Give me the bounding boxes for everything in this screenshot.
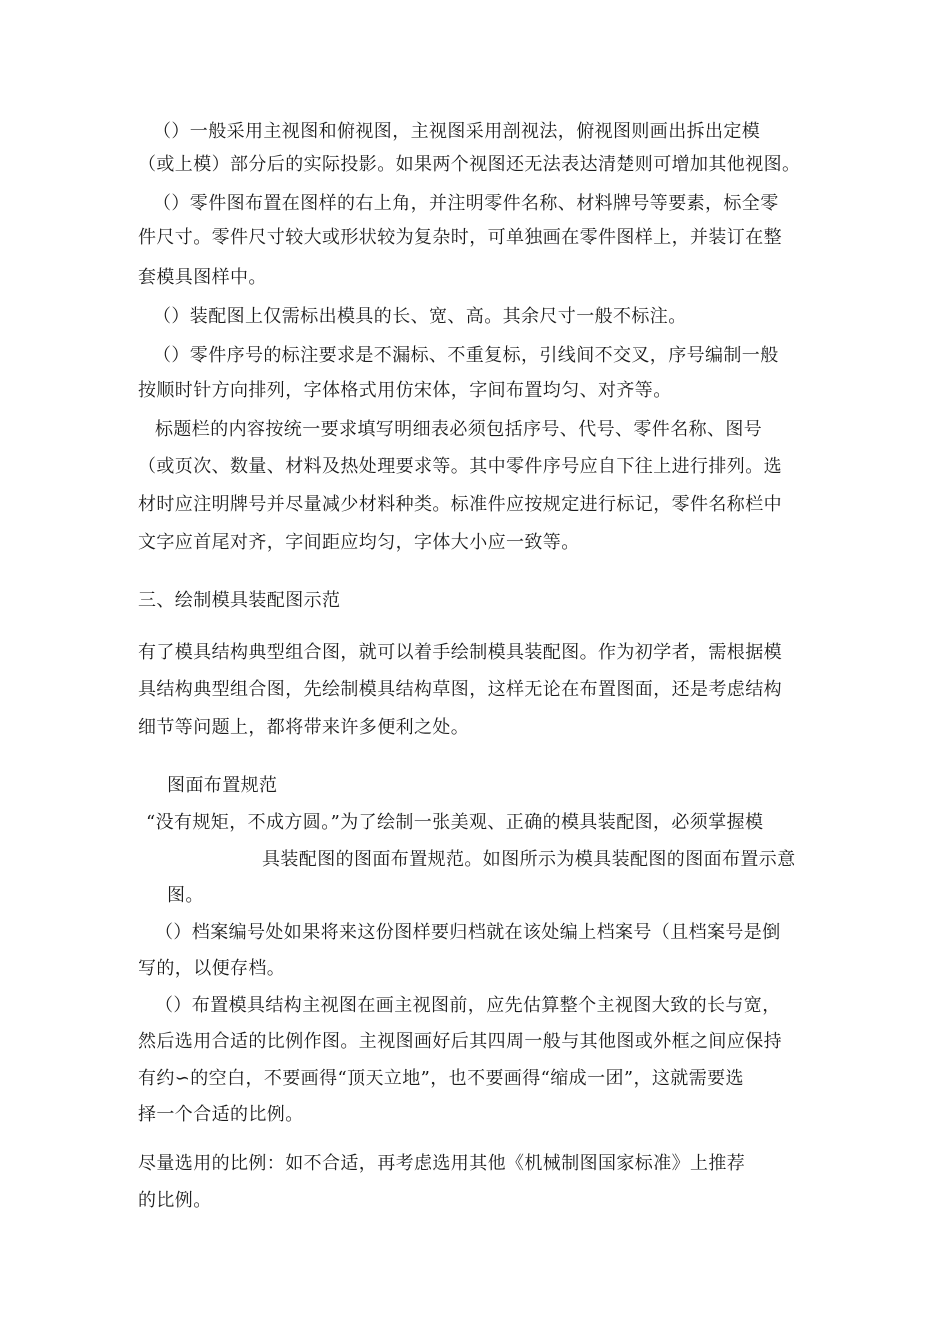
text-line: （）一般采用主视图和俯视图，主视图采用剖视法，俯视图则画出拆出定模 xyxy=(153,121,761,142)
text-line: “没有规矩，不成方圆。”为了绘制一张美观、正确的模具装配图，必须掌握模 xyxy=(146,812,764,833)
text-line: 具结构典型组合图，先绘制模具结构草图，这样无论在布置图面，还是考虑结构 xyxy=(138,679,782,700)
text-line: 文字应首尾对齐，字间距应均匀，字体大小应一致等。 xyxy=(138,532,580,553)
text-line: （或页次、数量、材料及热处理要求等。其中零件序号应自下往上进行排列。选 xyxy=(138,456,782,477)
text-line: 有约∽的空白，不要画得“顶天立地”，也不要画得“缩成一团”，这就需要选 xyxy=(138,1068,744,1089)
text-line: （或上模）部分后的实际投影。如果两个视图还无法表达清楚则可增加其他视图。 xyxy=(138,154,801,175)
text-line: 套模具图样中。 xyxy=(138,267,267,288)
text-line: （）布置模具结构主视图在画主视图前，应先估算整个主视图大致的长与宽， xyxy=(155,995,781,1016)
section-heading: 三、绘制模具装配图示范 xyxy=(138,590,341,611)
text-line: （）装配图上仅需标出模具的长、宽、高。其余尺寸一般不标注。 xyxy=(153,306,687,327)
text-line: 件尺寸。零件尺寸较大或形状较为复杂时，可单独画在零件图样上，并装订在整 xyxy=(138,227,782,248)
text-line: 标题栏的内容按统一要求填写明细表必须包括序号、代号、零件名称、图号 xyxy=(155,419,763,440)
text-line: 细节等问题上，都将带来许多便利之处。 xyxy=(138,717,470,738)
text-line: 写的，以便存档。 xyxy=(138,958,286,979)
text-line: 尽量选用的比例：如不合适，再考虑选用其他《机械制图国家标准》上推荐 xyxy=(138,1153,746,1174)
text-line: 具装配图的图面布置规范。如图所示为模具装配图的图面布置示意 xyxy=(262,849,796,870)
text-line: 的比例。 xyxy=(138,1190,212,1211)
text-line: 有了模具结构典型组合图，就可以着手绘制模具装配图。作为初学者，需根据模 xyxy=(138,642,782,663)
text-line: （）档案编号处如果将来这份图样要归档就在该处编上档案号（且档案号是倒 xyxy=(155,922,781,943)
text-line: 图。 xyxy=(167,885,204,906)
text-line: （）零件序号的标注要求是不漏标、不重复标，引线间不交叉，序号编制一般 xyxy=(153,345,779,366)
subsection-heading: 图面布置规范 xyxy=(167,775,278,796)
text-line: （）零件图布置在图样的右上角，并注明零件名称、材料牌号等要素，标全零 xyxy=(153,193,779,214)
text-line: 然后选用合适的比例作图。主视图画好后其四周一般与其他图或外框之间应保持 xyxy=(138,1031,782,1052)
text-line: 材时应注明牌号并尽量减少材料种类。标准件应按规定进行标记，零件名称栏中 xyxy=(138,494,782,515)
text-line: 择一个合适的比例。 xyxy=(138,1104,304,1125)
text-line: 按顺时针方向排列，字体格式用仿宋体，字间布置均匀、对齐等。 xyxy=(138,380,672,401)
